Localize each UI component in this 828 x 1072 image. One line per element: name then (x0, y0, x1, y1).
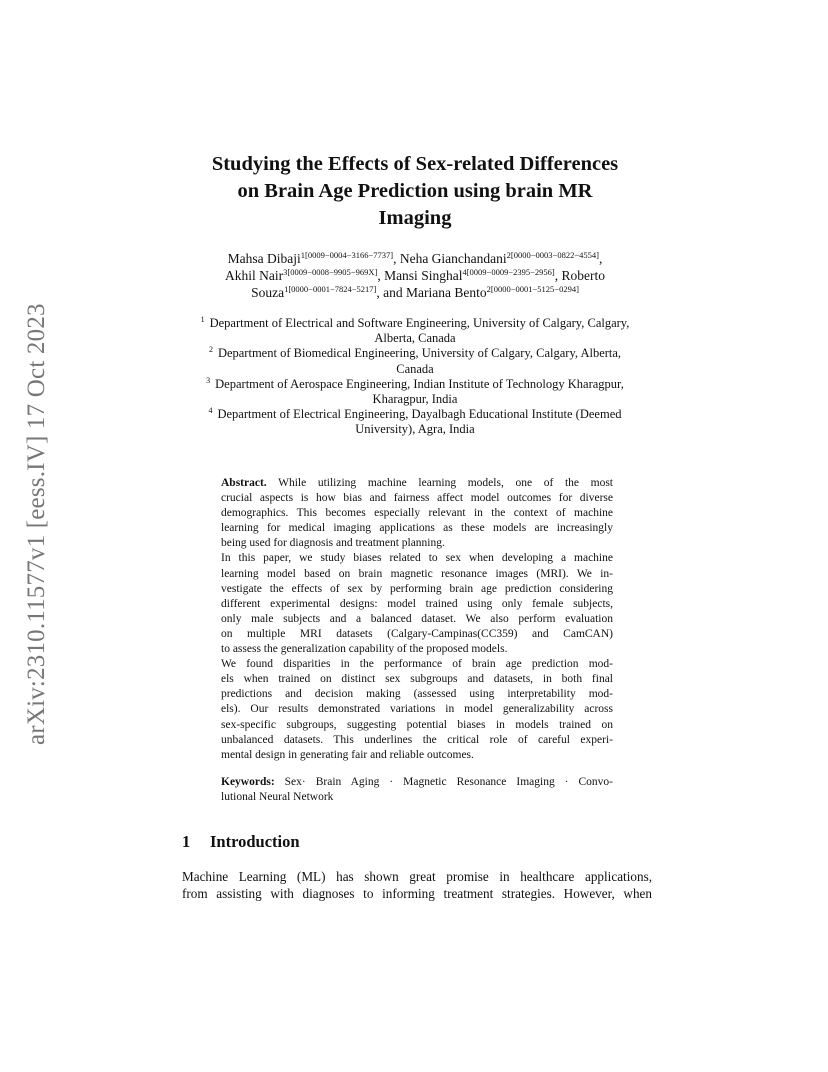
author-orcid: 2[0000−0003−0822−4554] (506, 250, 599, 260)
abstract-line: learning for medical imaging applications as these models are increasingly (221, 522, 613, 535)
author-name: Souza (251, 285, 285, 300)
abstract-line: learning model based on brain magnetic resonance images (MRI). We in- (221, 567, 613, 580)
abstract-line: different experimental designs: model trained using only female subjects, (221, 597, 613, 610)
section-heading (182, 832, 300, 852)
abstract-line: sex-specific subgroups, suggesting potential biases in models trained on (221, 718, 613, 731)
affiliation-text: Department of Electrical Engineering, Dayalbagh Educational Institute (Deemed (217, 407, 622, 422)
section-number: 1 (182, 832, 191, 851)
abstract (221, 476, 613, 763)
title-line: on Brain Age Prediction using brain MR (237, 180, 593, 202)
intro-line: from assisting with diagnoses to informing treatment strategies. However, when (182, 886, 652, 901)
keywords-text: Sex· Brain Aging · Magnetic Resonance Imaging · Convo- (274, 776, 613, 788)
author-line (175, 267, 655, 284)
author-separator: , (393, 251, 400, 266)
author-separator: , Roberto (554, 268, 605, 283)
author-list (175, 250, 655, 301)
abstract-line: crucial aspects is how bias and fairness affect model outcomes for diverse (221, 492, 613, 505)
affiliation-line (175, 377, 655, 392)
abstract-line: We found disparities in the performance of brain age prediction mod- (221, 658, 613, 671)
abstract-line: unbalanced datasets. This underlines the critical role of careful experi- (221, 733, 613, 746)
abstract-line: to assess the generalization capability of the proposed models. (221, 643, 508, 656)
keywords-label: Keywords: (221, 776, 275, 788)
affiliation-text: Department of Biomedical Engineering, University of Calgary, Calgary, Alberta, (217, 346, 622, 361)
affiliation-line (175, 407, 655, 422)
affiliation-line: Canada (396, 361, 434, 376)
author-separator: , (377, 268, 385, 283)
affiliation-line: Alberta, Canada (374, 331, 456, 346)
abstract-line: vestigate the effects of sex by performing brain age prediction considering (221, 582, 613, 595)
author-line (175, 284, 655, 301)
abstract-line: on multiple MRI datasets (Calgary-Campinas(CC359) and CamCAN) (221, 627, 613, 640)
abstract-text: While utilizing machine learning models, one of the most (266, 477, 613, 489)
author-separator: , (598, 251, 603, 266)
title-line: Studying the Effects of Sex-related Differences (211, 153, 619, 175)
affiliation-number: 2 (208, 345, 213, 355)
affiliation-text: Department of Electrical and Software Engineering, University of Calgary, Calgary, (209, 316, 630, 330)
affiliation-number: 4 (208, 406, 213, 416)
abstract-line (221, 476, 613, 491)
abstract-label: Abstract. (221, 477, 267, 489)
author-name: Mariana Bento (406, 285, 487, 300)
affiliation-list (175, 316, 655, 438)
author-orcid: 1[0009−0004−3166−7737] (300, 250, 394, 260)
keywords (221, 775, 613, 805)
title-line: Imaging (378, 207, 452, 229)
author-name: Mahsa Dibaji (227, 251, 301, 266)
affiliation-number: 1 (200, 315, 205, 324)
author-name: Neha Gianchandani (399, 251, 507, 266)
author-orcid: 3[0009−0008−9905−969X] (283, 267, 378, 277)
abstract-line: els when trained on distinct sex subgroups and datasets, in both final (221, 673, 613, 686)
abstract-line: In this paper, we study biases related to sex when developing a machine (221, 552, 613, 565)
affiliation-line: Kharagpur, India (372, 392, 458, 407)
intro-paragraph (182, 868, 652, 902)
author-line (175, 250, 655, 267)
abstract-line: els). Our results demonstrated variations in model generalizability across (221, 703, 613, 716)
author-orcid: 2[0000−0001−5125−0294] (486, 284, 579, 294)
keywords-line: lutional Neural Network (221, 791, 334, 804)
affiliation-line: University), Agra, India (355, 422, 475, 437)
author-name: Mansi Singhal (384, 268, 463, 283)
abstract-line: mental design in generating fair and reliable outcomes. (221, 748, 474, 761)
affiliation-text: Department of Aerospace Engineering, Indian Institute of Technology Kharagpur, (215, 376, 624, 391)
abstract-line: predictions and decision making (assessed using interpretability mod- (221, 688, 613, 701)
intro-line: Machine Learning (ML) has shown great promise in healthcare applications, (182, 869, 652, 884)
affiliation-number: 3 (206, 375, 211, 385)
author-separator: , and (376, 285, 406, 300)
abstract-line: demographics. This becomes especially relevant in the context of machine (221, 507, 613, 520)
author-orcid: 4[0009−0009−2395−2956] (462, 267, 555, 277)
section-title: Introduction (210, 832, 300, 851)
abstract-line: being used for diagnosis and treatment planning. (221, 537, 445, 550)
abstract-line: only male subjects and a balanced dataset. We also perform evaluation (221, 612, 613, 625)
affiliation-line (175, 316, 655, 331)
keywords-line (221, 775, 613, 790)
author-orcid: 1[0000−0001−7824−5217] (284, 284, 377, 294)
affiliation-line (175, 346, 655, 361)
arxiv-watermark: arXiv:2310.11577v1 [eess.IV] 17 Oct 2023 (23, 303, 50, 745)
author-name: Akhil Nair (225, 268, 284, 283)
paper-title (170, 151, 660, 232)
